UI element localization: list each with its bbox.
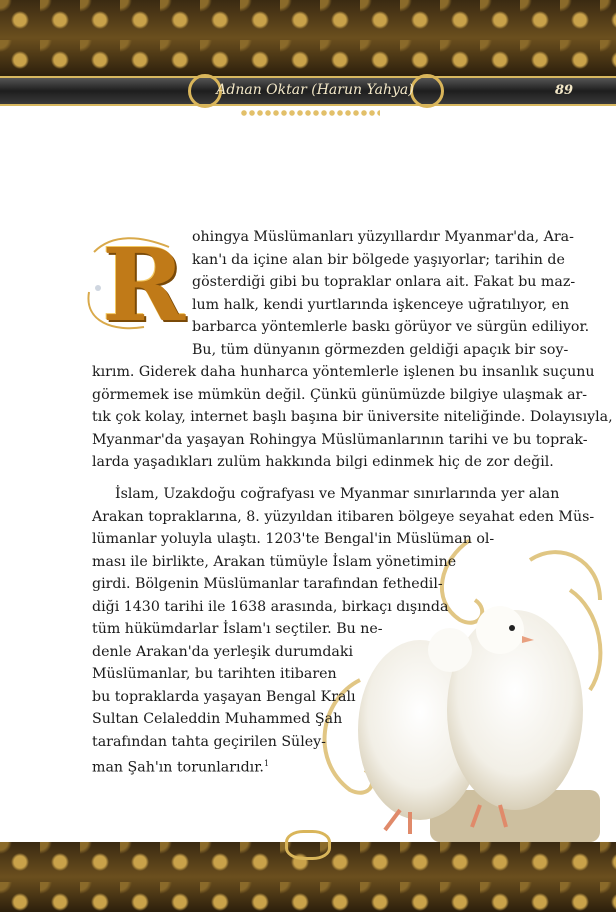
text-line: kan'ı da içine alan bir bölgede yaşıyorlar; tarihin de xyxy=(192,251,565,268)
text-line: İslam, Uzakdoğu coğrafyası ve Myanmar sınırlarında yer alan xyxy=(115,486,560,502)
drop-cap: R xyxy=(84,232,180,338)
text-line: ohingya Müslümanları yüzyıllardır Myanmar'da, Ara- xyxy=(192,229,574,245)
header-ornament-band xyxy=(0,0,616,76)
text-line xyxy=(92,754,292,778)
text-line: girdi. Bölgenin Müslümanlar tarafından fethedil- xyxy=(92,576,443,592)
text-line: diği 1430 tarihi ile 1638 arasında, birkaçı dışında xyxy=(92,598,449,615)
text-line: Arakan topraklarına, 8. yüzyıldan itibaren bölgeye seyahat eden Müs- xyxy=(92,508,595,525)
running-title: Adnan Oktar (Harun Yahya) xyxy=(216,82,414,98)
text-line: denle Arakan'da yerleşik durumdaki xyxy=(92,643,354,660)
text-line: ması ile birlikte, Arakan tümüyle İslam yönetimine xyxy=(92,553,457,570)
text-line: barbarca yöntemlerle baskı görüyor ve sürgün ediliyor. xyxy=(192,319,590,335)
text-line: gösterdiği gibi bu topraklar onlara ait. Fakat bu maz- xyxy=(192,274,576,290)
text-line: tüm hükümdarlar İslam'ı seçtiler. Bu ne- xyxy=(92,621,383,637)
text-line: Myanmar'da yaşayan Rohingya Müslümanlarının tarihi ve bu toprak- xyxy=(92,431,588,448)
header-bead-ornament xyxy=(240,110,380,116)
text-line: tık çok kolay, internet başlı başına bir üniversite niteliğinde. Dolayısıyla, xyxy=(92,409,613,425)
text-line: kırım. Giderek daha hunharca yöntemlerle işlenen bu insanlık suçunu xyxy=(92,364,595,380)
text-line: Sultan Celaleddin Muhammed Şah xyxy=(92,711,343,727)
page-number: 89 xyxy=(555,83,574,98)
text-line: tarafından tahta geçirilen Süley- xyxy=(92,733,326,750)
text-line: Bu, tüm dünyanın görmezden geldiği apaçık bir soy- xyxy=(192,341,569,358)
text-line: Müslümanlar, bu tarihten itibaren xyxy=(92,666,337,682)
text-line: lum halk, kendi yurtlarında işkenceye uğratılıyor, en xyxy=(192,296,570,313)
text-line: bu topraklarda yaşayan Bengal Kralı xyxy=(92,688,356,705)
text-line-content: man Şah'ın torunlarıdır. xyxy=(92,759,264,776)
text-line: görmemek ise mümkün değil. Çünkü günümüzde bilgiye ulaşmak ar- xyxy=(92,386,588,403)
footer-center-ornament xyxy=(285,830,331,860)
text-line: larda yaşadıkları zulüm hakkında bilgi edinmek hiç de zor değil. xyxy=(92,454,554,470)
text-line: lümanlar yoluyla ulaştı. 1203'te Bengal'in Müslüman ol- xyxy=(92,531,495,547)
footnote-marker[interactable]: 1 xyxy=(263,759,270,768)
